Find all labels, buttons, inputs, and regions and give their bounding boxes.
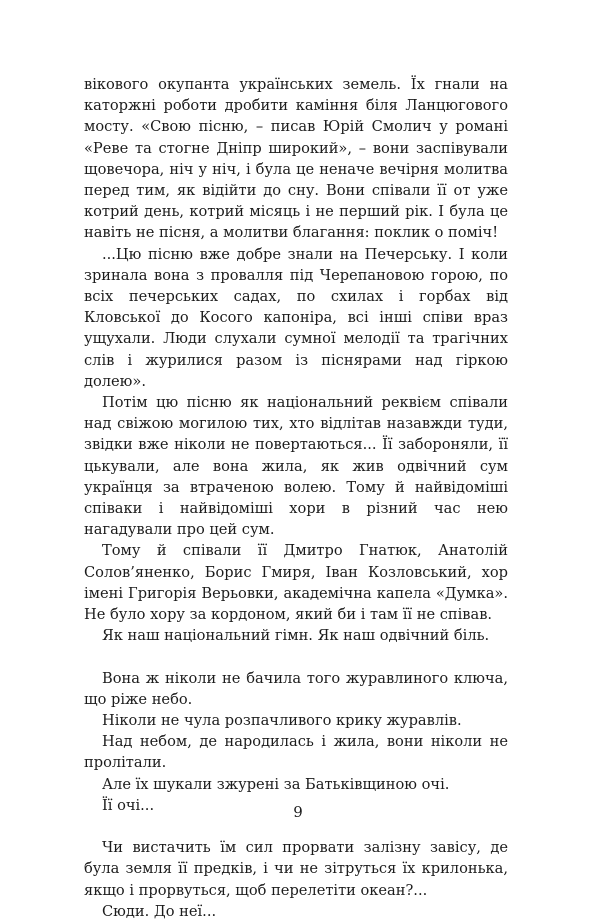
body-text [84,74,508,922]
paragraph-8: Над небом, де народилась і жила, вони ніколи не пролітали. [84,733,508,772]
section-break [84,646,508,667]
paragraph-4: Тому й співали її Дмитро Гнатюк, Анатолій Солов’яненко, Борис Гмиря, Іван Козловський, хор імені Григорія Верьовки, академічна капела «Думка». Не було хору за кордоном, який би і там її не співав. [84,542,508,624]
paragraph-7: Ніколи не чула розпачливого крику журавлів. [102,712,462,730]
paragraph-3: Потім цю пісню як національний реквієм співали над свіжою могилою тих, хто відлітав назавжди туди, звідки вже ніколи не повертаються... Її забороняли, її цькували, але вона жила, як жив одвічний сум українця за втраченою волею. Тому й найвідоміші співаки і найвідоміші хори в різний час нею нагадували про цей сум. [84,394,508,539]
paragraph-12: Сюди. До неї... [102,902,217,920]
paragraph-6: Вона ж ніколи не бачила того журавлиного ключа, що ріже небо. [84,669,508,708]
paragraph-9: Але їх шукали зжурені за Батьківщиною очі. [102,775,450,793]
paragraph-1: вікового окупанта українських земель. Їх гнали на каторжні роботи дробити каміння біля Ланцюгового мосту. «Свою пісню, – писав Юрій Смолич у романі «Реве та стогне Дніпр широкий», – вони заспівували щовечора, ніч у ніч, і була це неначе вечірня молитва перед тим, як відійти до сну. Вони співали її от уже котрий день, котрий місяць і не перший рік. І була це навіть не пісня, а молитви благання: поклик о поміч! [84,76,508,242]
page-number: 9 [293,803,303,821]
paragraph-2: ...Цю пісню вже добре знали на Печерську. І коли зринала вона з провалля під Черепановою горою, по всіх печерських садах, по схилах і горбах від Кловської до Косого капоніра, всі інші співи враз ущухали. Люди слухали сумної мелодії та трагічних слів і журилися разом із піснярами над гіркою долею». [84,245,508,390]
paragraph-11: Чи вистачить їм сил прорвати залізну завісу, де була земля її предків, і чи не зітруться їх крилонька, якщо і прорвуться, щоб перелетіти океан?... [84,839,508,899]
paragraph-5: Як наш національний гімн. Як наш одвічний біль. [102,627,490,645]
paragraph-10: Її очі... [102,796,155,814]
